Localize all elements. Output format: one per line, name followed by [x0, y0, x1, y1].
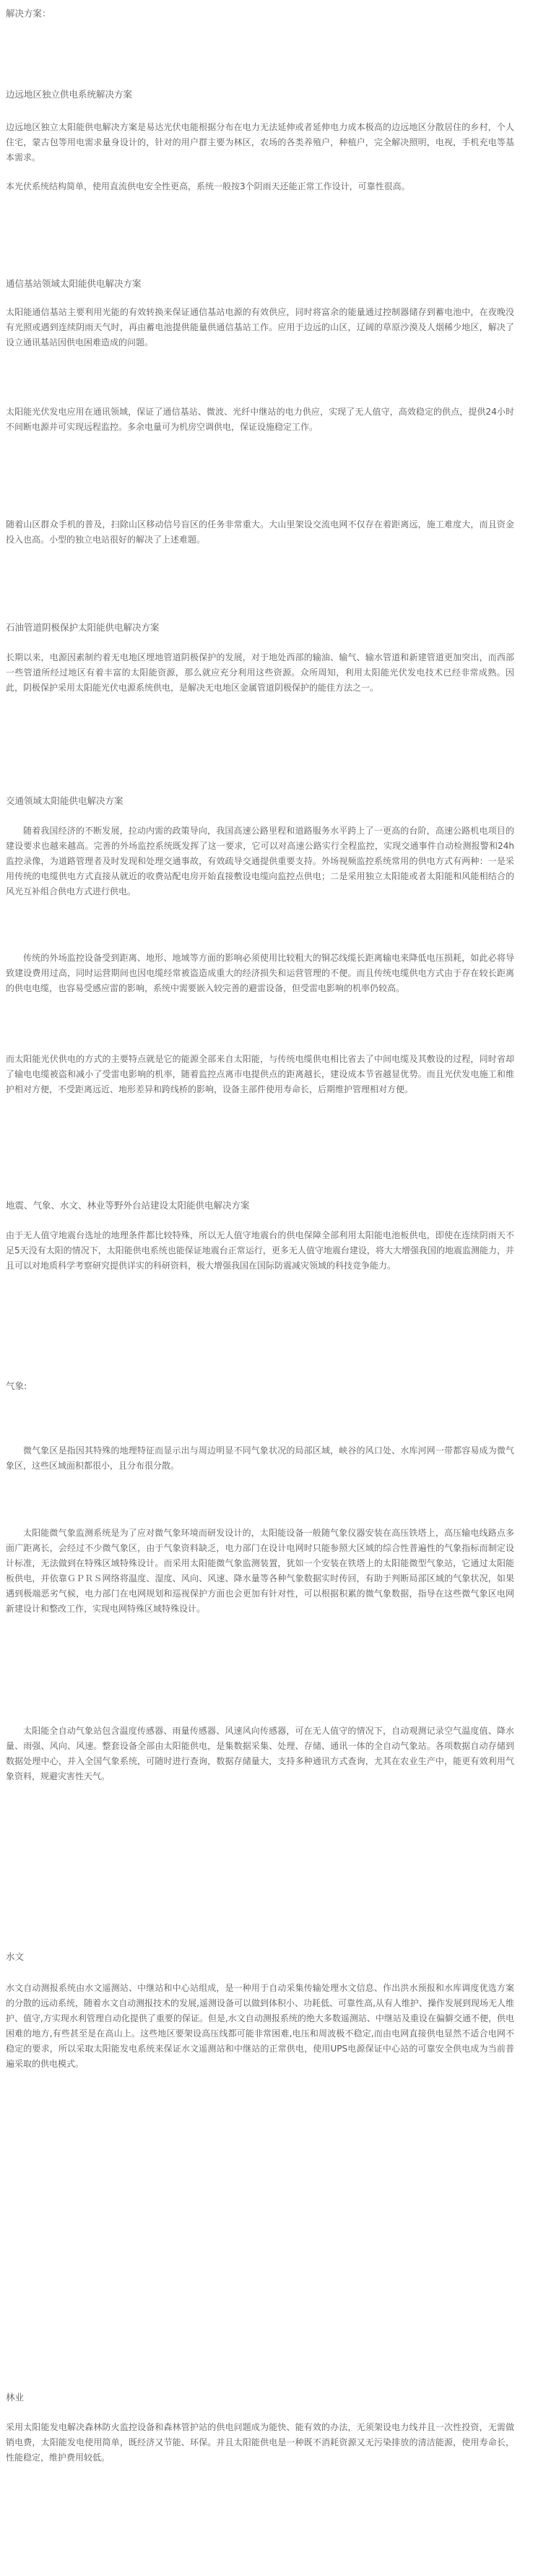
- section-paragraph: 传统的外场监控设备受到距离、地形、地域等方面的影响必须使用比较粗大的铜芯线缆长距离输电来降低电压损耗，如此必将导致建设费用过高，同时运营期间也因电缆经常被盗造成重大的经济损失和运营管理的不便。而且传统电缆供电方式由于存在较长距离的供电电缆，也容易受感应雷的影响，系统中需要嵌入较完善的避雷设备，但受雷电影响的机率仍较高。: [6, 953, 514, 993]
- section-heading-transport: 交通领域太阳能供电解决方案: [6, 795, 124, 806]
- section-paragraph: 太阳能通信基站主要利用光能的有效转换来保证通信基站电源的有效供应，同时将富余的能量通过控制器储存到蓄电池中，在夜晚没有光照或遇到连续阴雨天气时，再由蓄电池提供能量供通信基站工作。应用于边远的山区，辽阔的草原沙漠及人烟稀少地区，解决了设立通讯基站因供电困难造成的问题。: [6, 307, 514, 347]
- section-heading-pipeline: 石油管道阴极保护太阳能供电解决方案: [6, 622, 160, 633]
- section-paragraph: 长期以来，电源因素制约着无电地区埋地管道阴极保护的发展，对于地处西部的输油、输气、输水管道和新建管道更加突出，而西部一些管道所经过地区有着丰富的太阳能资源，那么就应充分利用这些资源。众所周知，利用太阳能光伏发电技术已经非常成熟。因此，阴极保护采用太阳能光伏电源系统供电，是解决无电地区金属管道阴极保护的能佳方法之一。: [6, 652, 514, 693]
- section-paragraph: 太阳能光伏发电应用在通讯领域，保证了通信基站、微波、光纤中继站的电力供应，实现了无人值守，高效稳定的供点，提供24小时不间断电源并可实现远程监控。多余电量可为机房空调供电，保证设施稳定工作。: [6, 407, 514, 432]
- section-paragraph: 边远地区独立太阳能供电解决方案是易达光伏电能根据分布在电力无法延伸或者延伸电力成本极高的边远地区分散居住的乡村，个人住宅，蒙古包等用电需求量身设计的，针对的用户群主要为林区，农场的各类养殖户，种植户，完全解决照明，电视，手机充电等基本需求。: [6, 122, 514, 163]
- section-heading-forestry: 林业: [6, 2392, 25, 2403]
- section-paragraph: 太阳能全自动气象站包含温度传感器、雨量传感器、风速风向传感器，可在无人值守的情况下，自动观测记录空气温度值、降水量、雨强、风向、风速。整套设备全部由太阳能供电，是集数据采集、处理、存储、通讯一体的全自动气象站。各项数据自动存储到数据处理中心，并入全国气象系统，可随时进行查询，数据存储量大，支持多种通讯方式查询，尤其在农业生产中，能更有效利用气象资料，规避灾害性天气。: [6, 1726, 514, 1781]
- section-paragraph: 由于无人值守地震台选址的地理条件都比较特殊，所以无人值守地震台的供电保障全部利用太阳能电池板供电，即使在连续阴雨天不足5天没有太阳的情况下，太阳能供电系统也能保证地震台正常运行，更多无人值守地震台建设，将大大增强我国的地震监测能力，并且可以对地质科学考察研究提供详实的科研资料，极大增强我国在国际防震减灾领域的科技竞争能力。: [6, 1230, 514, 1271]
- section-paragraph: 太阳能微气象监测系统是为了应对微气象环境而研发设计的，太阳能设备一般随气象仪器安装在高压铁塔上，高压输电线路点多面广距离长，会经过不少微气象区，由于气象资料缺乏，电力部门在设计电网时只能参照大区域的综合性普遍性的气象指标而制定设计标准，无法做到在特殊区域特殊设计。而采用太阳能微气象监测装置，犹如一个安装在铁塔上的太阳能微型气象站，它通过太阳能板供电，并依靠ＧＰＲＳ网络将温度、湿度、风向、风速、降水量等各种气象数据实时传回，有助于判断局部区域的气象状况，如果遇到极端恶劣气候，电力部门在电网规划和巡视保护方面也会更加有针对性，可以根据积累的微气象数据，指导在这些微气象区电网新建设计和整改工作，实现电网特殊区域特殊设计。: [6, 1528, 514, 1614]
- section-paragraph: 本光伏系统结构简单，使用直流供电安全性更高，系统一般按3个阴雨天还能正常工作设计，可靠性很高。: [6, 181, 410, 191]
- section-heading-field-stations: 地震、气象、水文、林业等野外台站建设太阳能供电解决方案: [6, 1200, 250, 1211]
- section-paragraph: 水文自动测报系统由水文遥测站、中继站和中心站组成，是一种用于自动采集传输处理水文信息、作出洪水预报和水库调度优选方案的分散的远动系统，随着水文自动测报技术的发展,遥测设备可以做到体积小、功耗低、可靠性高,从有人维护、操作发展到现场无人维护、值守,方实现水利管理自动化提供了重要的保证。但是,水文自动测报系统的绝大多数遥测站、中继站及重设在偏僻交通不便，供电困难的地方,有些甚至是在高山上。这些地区要架设高压线都可能非常困难,电压和周波极不稳定,而由电网直接供电显然不适合电网不稳定的要求，所以采取太阳能发电系统来保证水文遥测站和中继站的正常供电，使用UPS电源保证中心站的可靠安全供电成为当前普遍采取的供电模式。: [6, 1983, 514, 2069]
- section-paragraph: 随着山区群众手机的普及，扫除山区移动信号盲区的任务非常重大。大山里架设交流电网不仅存在着距离远，施工难度大，而且资金投入也高。小型的独立电站很好的解决了上述难题。: [6, 519, 514, 545]
- section-heading-meteorology: 气象:: [6, 1380, 27, 1391]
- section-paragraph: 而太阳能光伏供电的方式的主要特点就是它的能源全部来自太阳能，与传统电缆供电相比省去了中间电缆及其敷设的过程，同时省却了输电电缆被盗和减小了受雷电影响的机率，随着监控点离市电提供点的距离越长，建设成本节省越显优势。而且光伏发电施工和维护相对方便，不受距离远近、地形差异和跨线桥的影响，设备主部件使用寿命长，后期维护管理相对方便。: [6, 1054, 514, 1094]
- section-heading-telecom: 通信基站领域太阳能供电解决方案: [6, 278, 142, 289]
- section-paragraph: 随着我国经济的不断发展，拉动内需的政策导向，我国高速公路里程和道路服务水平跨上了一更高的台阶，高速公路机电项目的建设要求也越来越高。完善的外场监控系统既发挥了这一要求，它可以对高速公路实行全程监控，实现交通事件自动检测报警和24h监控录像，为道路管理者及时发现和处理交通事故，有效疏导交通提供重要支持。外场视频监控系统常用的供电方式有两种：一是采用传统的电缆供电方式直接从就近的收费站配电房开始直接敷设电缆向监控点供电；二是采用独立太阳能或者太阳能和风能相结合的风光互补组合供电方式进行供电。: [6, 826, 514, 896]
- section-paragraph: 采用太阳能发电解决森林防火监控设备和森林管护站的供电问题成为能快、能有效的办法，无须架设电力线并且一次性投资，无需做销电费，太阳能发电使用简单，既经济又节能、环保。并且太阳能供电是一种既不消耗资源又无污染排放的清洁能源，使用寿命长，性能稳定，维护费用较低。: [6, 2422, 514, 2463]
- section-paragraph: 微气象区是指因其特殊的地理特征而显示出与周边明显不同气象状况的局部区域，峡谷的风口处、水库河网一带都容易成为微气象区，这些区域面积都很小，且分布很分散。: [6, 1445, 514, 1471]
- section-heading-remote-areas: 边远地区独立供电系统解决方案: [6, 89, 133, 100]
- section-heading-hydrology: 水文: [6, 1951, 25, 1962]
- page-title: 解决方案：: [6, 8, 51, 19]
